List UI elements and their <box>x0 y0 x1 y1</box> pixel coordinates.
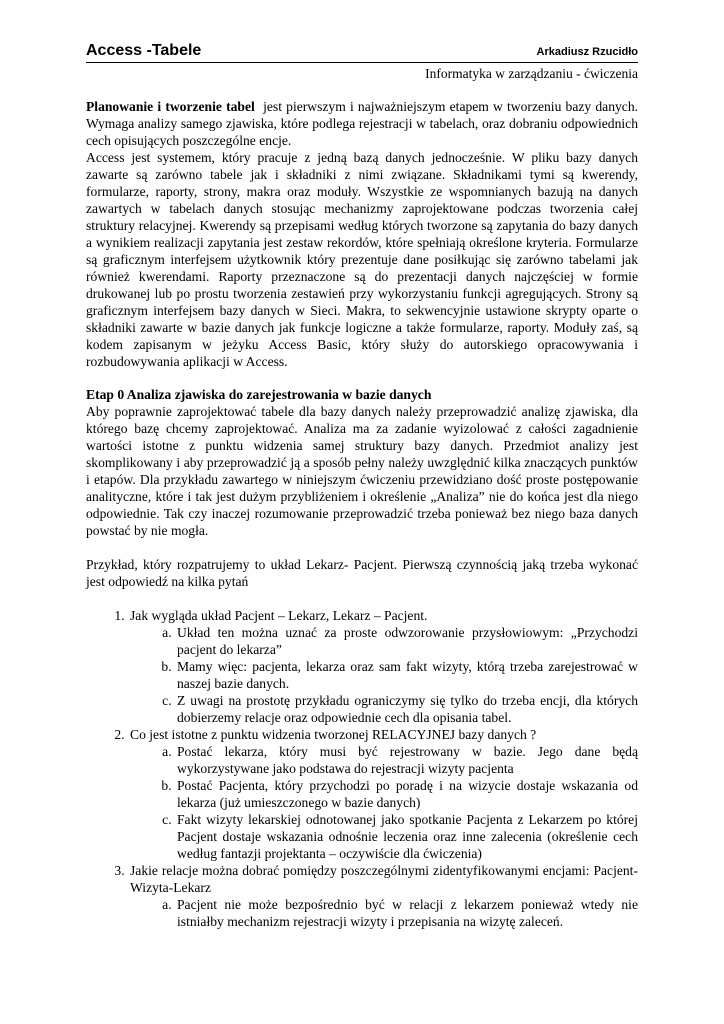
header-rule <box>86 62 638 63</box>
intro-bold-lead: Planowanie i tworzenie tabel <box>86 99 255 114</box>
question-text: Jak wygląda układ Pacjent – Lekarz, Lekarz – Pacjent. <box>130 608 428 623</box>
access-paragraph: Access jest systemem, który pracuje z jedną bazą danych jednocześnie. W pliku bazy danych zawarte są zarówno tabele jak i składniki z nimi związane. Składnikami tymi są kwerendy, formularze, raporty, strony, makra oraz moduły. Wszystkie ze wspomnianych bazują na danych zawartych w tabelach danych stosując mechanizmy zaprojektowane podczas tworzenia całej struktury relacyjnej. Kwerendy są przepisami według których tworzone są zapytania do bazy danych a wynikiem realizacji zapytania jest zestaw rekordów, które spełniają określone kryteria. Formularze są graficznym interfejsem użytkownik który prezentuje dane posiłkując się zarówno tabelami jak również kwerendami. Raporty przeznaczone są do prezentacji danych najczęściej w formie drukowanej lub po prostu tworzenia zestawień przy wykorzystaniu funkcji agregujących. Strony są graficznym interfejsem bazy danych w Sieci. Makra, to sekwencyjnie ustawione skrypty oparte o składniki zawarte w bazie danych jak funkcje logiczne a także formularze, raporty. Moduły zaś, są kodem zapisanym w jeżyku Access Basic, który służy do autorskiego opracowywania i rozbudowywania aplikacji w Access. <box>86 150 638 369</box>
intro-text: jest pierwszym i najważniejszym etapem w tworzeniu bazy danych. Wymaga analizy samego zjawiska, które podlega rejestracji w tabelach, oraz dobraniu odpowiednich cech opisujących poszczególne encje. <box>86 99 639 148</box>
page-header <box>86 40 638 62</box>
answer-item: c. Fakt wizyty lekarskiej odnotowanej jako spotkanie Pacjenta z Lekarzem po której Pacjent dostaje wskazania odnośnie leczenia oraz inne zalecenia (określenie cech według fantazji projektanta – oczywiście dla ćwiczenia) <box>175 811 638 862</box>
question-text: Co jest istotne z punktu widzenia tworzonej RELACYJNEJ bazy danych ? <box>130 727 537 742</box>
intro-paragraph <box>86 98 638 149</box>
answer-item: a. Pacjent nie może bezpośrednio być w relacji z lekarzem ponieważ wtedy nie istniałby mechanizm rejestracji wizyty i przepisania na wizytę zaleceń. <box>175 896 638 930</box>
document-title: Access -Tabele <box>86 42 202 59</box>
question-item <box>128 726 638 862</box>
question-item <box>128 862 638 930</box>
answer-item: a. Układ ten można uznać za proste odwzorowanie przysłowiowym: „Przychodzi pacjent do lekarza” <box>175 624 638 658</box>
question-text: Jakie relacje można dobrać pomiędzy poszczególnymi zidentyfikowanymi encjami: Pacjent-Wizyta-Lekarz <box>130 863 638 895</box>
course-subtitle: Informatyka w zarządzaniu - ćwiczenia <box>425 66 638 81</box>
question-item <box>128 607 638 726</box>
answers-list <box>130 896 638 930</box>
answer-item: a. Postać lekarza, który musi być rejestrowany w bazie. Jego dane będą wykorzystywane jako podstawa do rejestracji wizyty pacjenta <box>175 743 638 777</box>
questions-list <box>86 607 638 930</box>
answers-list <box>130 743 638 862</box>
answer-item: c. Z uwagi na prostotę przykładu ograniczymy się tylko do trzeba encji, dla których dobierzemy relacje oraz odpowiednie cech dla opisania tabel. <box>175 692 638 726</box>
answer-item: b. Mamy więc: pacjenta, lekarza oraz sam fakt wizyty, którą trzeba zarejestrować w naszej bazie danych. <box>175 658 638 692</box>
example-paragraph: Przykład, który rozpatrujemy to układ Lekarz- Pacjent. Pierwszą czynnością jaką trzeba wykonać jest odpowiedź na kilka pytań <box>86 557 638 589</box>
answers-list <box>130 624 638 726</box>
stage0-heading: Etap 0 Analiza zjawiska do zarejestrowania w bazie danych <box>86 387 432 402</box>
author-name: Arkadiusz Rzucidło <box>536 46 638 58</box>
document-page <box>86 40 638 930</box>
answer-item: b. Postać Pacjenta, który przychodzi po poradę i na wizycie dostaje wskazania od lekarza (już umieszczonego w bazie danych) <box>175 777 638 811</box>
stage0-paragraph: Aby poprawnie zaprojektować tabele dla bazy danych należy przeprowadzić analizę zjawiska, dla którego bazę chcemy zaprojektować. Analiza ma za zadanie wyizolować z całości zagadnienie wartości istotne z punktu widzenia samej struktury bazy danych. Przedmiot analizy jest skomplikowany i aby przeprowadzić ją a sposób pełny należy uwzględnić kilka znaczących punktów i etapów. Dla przykładu zawartego w niniejszym ćwiczeniu przewidziano dość proste postępowanie analityczne, które i tak jest dużym przybliżeniem i określenie „Analiza” nie do końca jest dla niego odpowiednie. Tak czy inaczej rozumowanie przeprowadzić trzeba ponieważ bez niego baza danych powstać by nie mogła. <box>86 404 638 538</box>
